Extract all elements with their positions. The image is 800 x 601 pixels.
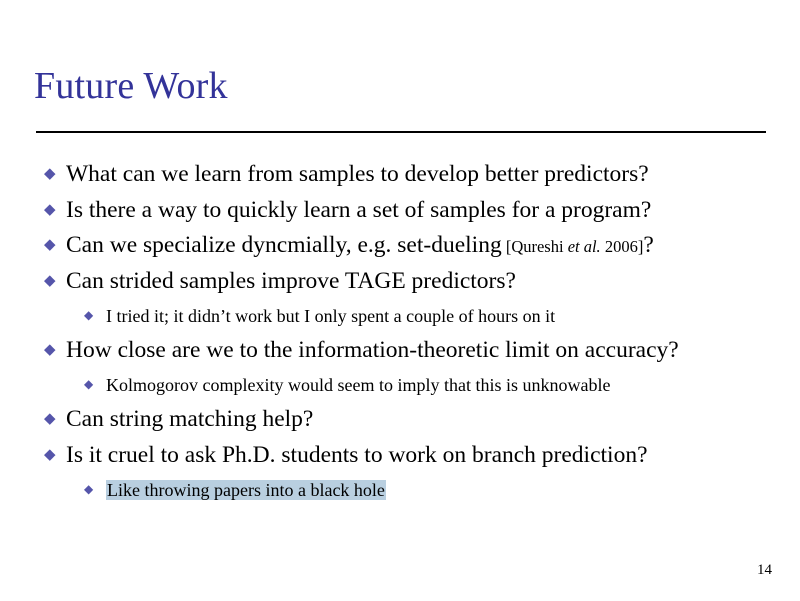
bullet-text: What can we learn from samples to develop better predictors? [66, 161, 649, 187]
diamond-bullet-icon: ◆ [84, 481, 94, 496]
bullet-text: Can we specialize dyncmially, e.g. set-dueling [66, 232, 502, 259]
bullet-text-with-citation [66, 231, 776, 260]
diamond-bullet-icon: ◆ [44, 201, 56, 218]
bullet-item [36, 441, 776, 470]
diamond-bullet-icon: ◆ [44, 272, 56, 289]
diamond-bullet-icon: ◆ [44, 447, 56, 464]
slide-body [36, 160, 776, 507]
bullet-item [36, 231, 776, 260]
citation-tail: ? [643, 232, 654, 259]
sub-bullet-text: I tried it; it didn’t work but I only spent a couple of hours on it [106, 305, 556, 326]
diamond-bullet-icon: ◆ [44, 237, 56, 254]
diamond-bullet-icon: ◆ [84, 376, 94, 391]
citation-suffix: 2006] [600, 237, 644, 257]
bullet-text: Is there a way to quickly learn a set of samples for a program? [66, 196, 652, 223]
bullet-text: Is it cruel to ask Ph.D. students to work on branch prediction? [66, 442, 648, 469]
sub-bullet-text: Kolmogorov complexity would seem to imply that this is unknowable [106, 374, 611, 395]
highlighted-text: Like throwing papers into a black hole [107, 479, 385, 500]
bullet-text: Can strided samples improve TAGE predictors? [66, 267, 516, 294]
sub-bullet-item [36, 306, 776, 328]
bullet-item [36, 160, 776, 189]
diamond-bullet-icon: ◆ [84, 307, 94, 322]
citation [502, 237, 644, 256]
sub-bullet-item [36, 480, 776, 502]
sub-bullet-text-highlighted [106, 480, 776, 502]
citation-italic: et al. [567, 237, 601, 257]
page-title: Future Work [34, 65, 228, 107]
diamond-bullet-icon: ◆ [44, 342, 56, 359]
citation-prefix: [Qureshi [505, 237, 568, 257]
bullet-text: How close are we to the information-theoretic limit on accuracy? [66, 337, 679, 364]
bullet-text: Can string matching help? [66, 406, 314, 433]
page-number: 14 [757, 562, 772, 578]
diamond-bullet-icon: ◆ [44, 411, 56, 428]
bullet-item [36, 267, 776, 296]
bullet-item [36, 405, 776, 434]
title-divider [36, 131, 766, 133]
sub-bullet-item [36, 375, 776, 397]
bullet-item [36, 196, 776, 225]
bullet-item [36, 336, 776, 365]
diamond-bullet-icon: ◆ [44, 166, 56, 182]
